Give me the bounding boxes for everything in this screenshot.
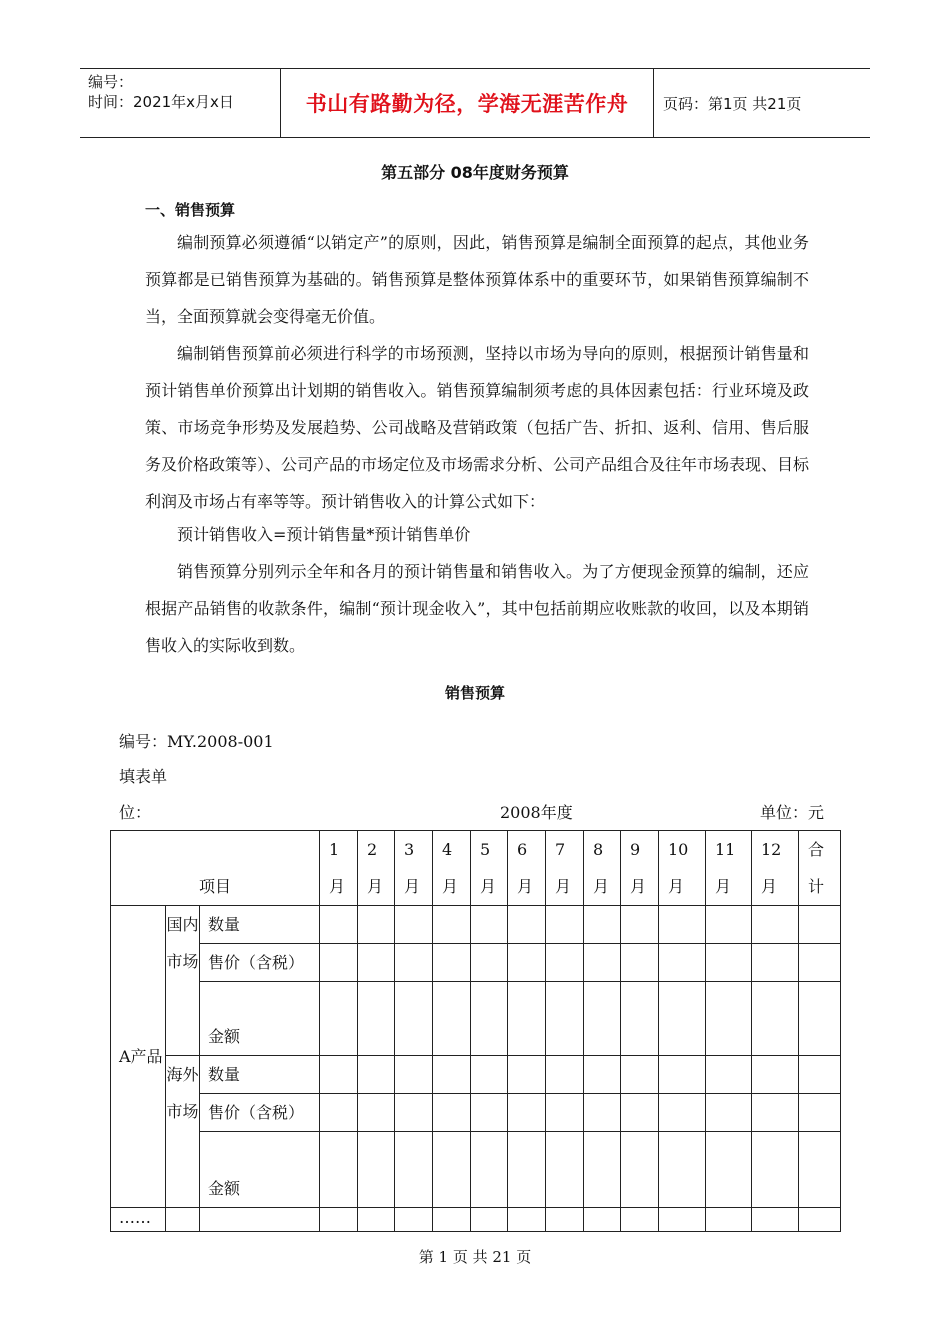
domestic-market-label: 国内市场	[166, 906, 200, 1056]
total-header	[799, 831, 841, 906]
row-label-amount: 金额	[200, 1132, 320, 1208]
formula: 预计销售收入=预计销售量*预计销售单价	[177, 525, 471, 544]
month-suffix: 月	[593, 877, 610, 896]
paragraph-1: 编制预算必须遵循“以销定产”的原则，因此，销售预算是编制全面预算的起点，其他业务预算都是已销售预算为基础的。销售预算是整体预算体系中的重要环节，如果销售预算编制不当，全面预算就会变得毫无价值。	[145, 233, 809, 326]
table-row	[111, 1208, 841, 1232]
row-label-quantity: 数量	[200, 1056, 320, 1094]
month-num: 4	[442, 840, 453, 859]
month-header	[508, 831, 546, 906]
table-row	[111, 982, 841, 1056]
table-header-row	[111, 831, 841, 906]
month-header	[546, 831, 584, 906]
row-label-price: 售价（含税）	[200, 944, 320, 982]
header-motto-cell	[280, 69, 654, 137]
motto: 书山有路勤为径，学海无涯苦作舟	[305, 92, 629, 116]
month-suffix: 月	[761, 877, 778, 896]
month-num: 5	[480, 840, 491, 859]
month-num: 3	[404, 840, 415, 859]
month-num: 1	[329, 840, 340, 859]
month-num: 2	[367, 840, 378, 859]
product-label: A产品	[111, 906, 166, 1208]
month-num: 11	[715, 840, 736, 859]
month-header	[659, 831, 706, 906]
table-row	[111, 1094, 841, 1132]
table-title: 销售预算	[444, 684, 505, 702]
table-year: 2008年度	[500, 803, 573, 822]
filler-label-line1: 填表单	[119, 767, 168, 786]
total-line2: 计	[808, 877, 825, 896]
month-header	[395, 831, 433, 906]
table-row	[111, 906, 841, 944]
month-suffix: 月	[630, 877, 647, 896]
page-header	[80, 68, 870, 138]
number-label: 编号：	[88, 73, 134, 91]
month-header	[752, 831, 799, 906]
month-suffix: 月	[367, 877, 384, 896]
paragraph-3: 销售预算分别列示全年和各月的预计销售量和销售收入。为了方便现金预算的编制，还应根据产品销售的收款条件，编制“预计现金收入”，其中包括前期应收账款的收回，以及本期销售收入的实际收到数。	[145, 562, 809, 655]
month-header	[621, 831, 659, 906]
month-suffix: 月	[442, 877, 459, 896]
row-label-amount: 金额	[200, 982, 320, 1056]
month-header	[358, 831, 395, 906]
sales-budget-table	[110, 830, 841, 1232]
table-row	[111, 1056, 841, 1094]
total-line1: 合	[808, 840, 825, 859]
month-suffix: 月	[555, 877, 572, 896]
month-header	[433, 831, 471, 906]
filler-label-line2: 位：	[119, 803, 152, 822]
ellipsis: ……	[111, 1208, 166, 1232]
month-header	[471, 831, 508, 906]
month-suffix: 月	[480, 877, 497, 896]
overseas-market-label: 海外市场	[166, 1056, 200, 1208]
page-footer: 第 1 页 共 21 页	[418, 1248, 532, 1266]
month-suffix: 月	[668, 877, 685, 896]
month-suffix: 月	[517, 877, 534, 896]
month-num: 6	[517, 840, 528, 859]
table-unit: 单位：元	[760, 803, 825, 822]
month-num: 8	[593, 840, 604, 859]
month-suffix: 月	[715, 877, 732, 896]
table-number: 编号：MY.2008-001	[119, 732, 274, 751]
month-suffix: 月	[329, 877, 346, 896]
month-header	[320, 831, 358, 906]
month-num: 10	[668, 840, 689, 859]
row-label-quantity: 数量	[200, 906, 320, 944]
header-info	[80, 69, 280, 137]
doc-title: 第五部分 08年度财务预算	[381, 163, 569, 182]
month-header	[584, 831, 621, 906]
row-label-price: 售价（含税）	[200, 1094, 320, 1132]
month-num: 12	[761, 840, 782, 859]
item-header: 项目	[111, 831, 320, 906]
paragraph-2: 编制销售预算前必须进行科学的市场预测，坚持以市场为导向的原则，根据预计销售量和预计销售单价预算出计划期的销售收入。销售预算编制须考虑的具体因素包括：行业环境及政策、市场竞争形势及发展趋势、公司战略及营销政策（包括广告、折扣、返利、信用、售后服务及价格政策等）、公司产品的市场定位及市场需求分析、公司产品组合及往年市场表现、目标利润及市场占有率等等。预计销售收入的计算公式如下：	[145, 344, 810, 511]
month-num: 9	[630, 840, 641, 859]
month-suffix: 月	[404, 877, 421, 896]
month-num: 7	[555, 840, 566, 859]
section-heading: 一、销售预算	[145, 201, 236, 219]
month-header	[706, 831, 752, 906]
table-row	[111, 1132, 841, 1208]
table-row	[111, 944, 841, 982]
time-label: 时间：2021年x月x日	[88, 93, 234, 111]
page-label: 页码：第1页 共21页	[663, 94, 802, 113]
